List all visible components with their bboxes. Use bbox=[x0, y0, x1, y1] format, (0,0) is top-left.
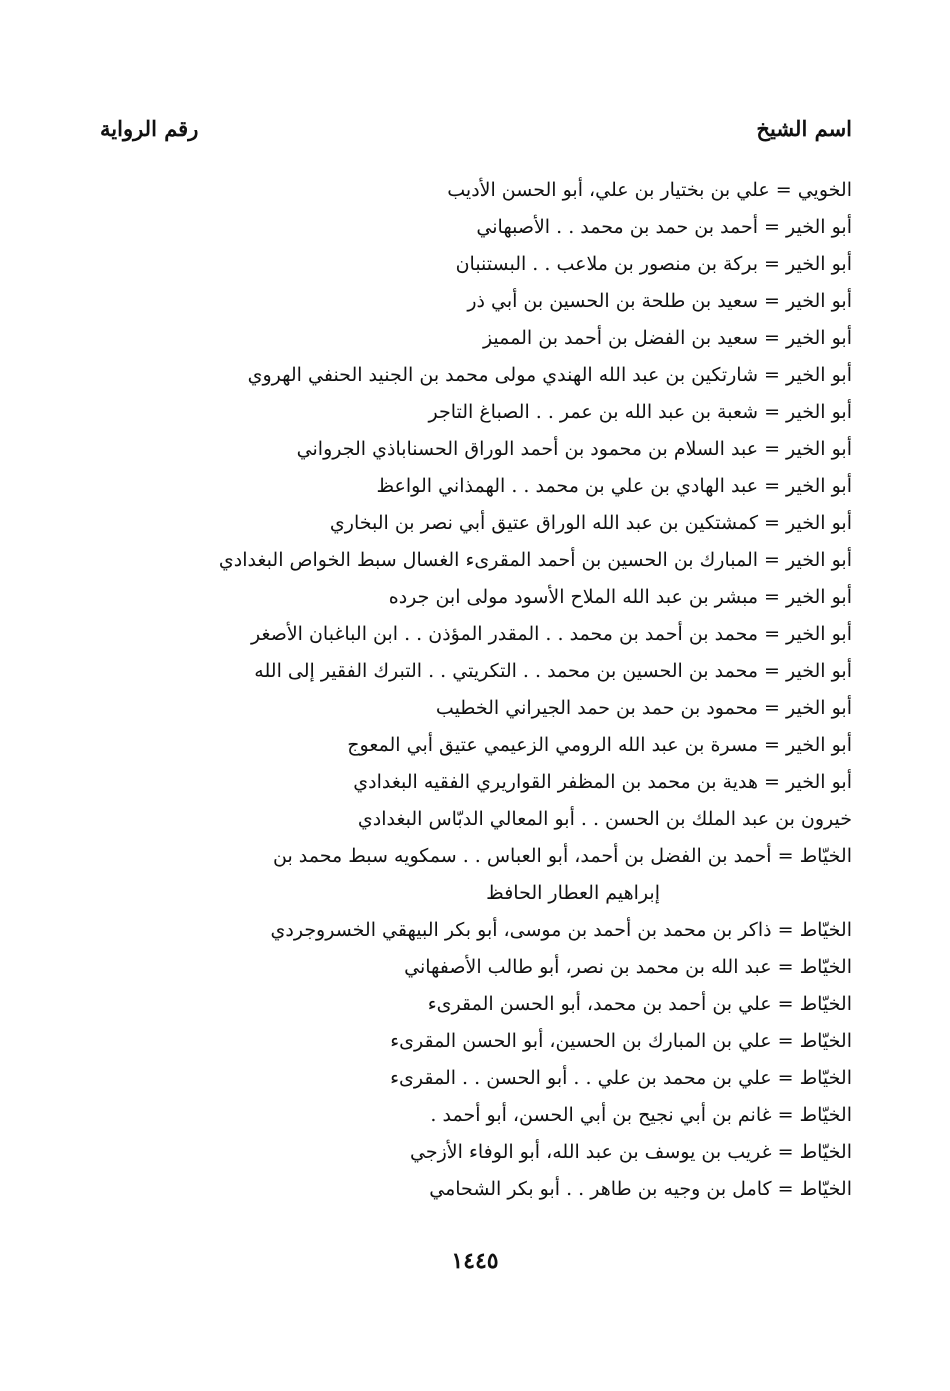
entry-text: أبو الخير = سعيد بن طلحة بن الحسين بن أبي ذر bbox=[467, 290, 852, 312]
entry-text: أبو الخير = عبد الهادي بن علي بن محمد . . الهمذاني الواعظ bbox=[376, 475, 852, 497]
entry-text: الخيّاط = ذاكر بن محمد بن أحمد بن موسى، أبو بكر البيهقي الخسروجردي bbox=[270, 919, 852, 941]
index-entry bbox=[232, 394, 852, 431]
index-entry bbox=[232, 320, 852, 357]
index-entry bbox=[232, 653, 852, 690]
entry-text: الخيّاط = غانم بن أبي نجيح بن أبي الحسن، أبو أحمد . bbox=[430, 1104, 852, 1126]
index-entry bbox=[232, 838, 852, 912]
entry-text: الخيّاط = علي بن أحمد بن محمد، أبو الحسن المقرىء bbox=[427, 993, 852, 1015]
entry-text: أبو الخير = محمود بن حمد بن حمد الجيراني الخطيب bbox=[435, 697, 852, 719]
entry-text: خيرون بن عبد الملك بن الحسن . . أبو المعالي الدبّاس البغدادي bbox=[357, 808, 852, 830]
index-entry bbox=[232, 1134, 852, 1171]
entry-continuation: إبراهيم العطار الحافظ bbox=[486, 882, 660, 904]
index-entry bbox=[232, 616, 852, 653]
index-entry bbox=[232, 801, 852, 838]
index-entry bbox=[232, 764, 852, 801]
entry-text: الخويي = علي بن بختيار بن علي، أبو الحسن الأديب bbox=[447, 179, 852, 201]
entry-text: أبو الخير = سعيد بن الفضل بن أحمد بن المميز bbox=[482, 327, 852, 349]
column-header bbox=[100, 116, 852, 156]
index-entry bbox=[232, 912, 852, 949]
index-entry bbox=[232, 283, 852, 320]
index-entry bbox=[232, 579, 852, 616]
index-entry bbox=[232, 1097, 852, 1134]
index-entry bbox=[232, 1060, 852, 1097]
entry-text: أبو الخير = كمشتكين بن عبد الله الوراق عتيق أبي نصر بن البخاري bbox=[329, 512, 852, 534]
index-entry bbox=[232, 246, 852, 283]
entry-text: أبو الخير = شعبة بن عبد الله بن عمر . . الصباغ التاجر bbox=[428, 401, 852, 423]
sheikh-name-heading: اسم الشيخ bbox=[756, 116, 852, 141]
index-entry bbox=[232, 690, 852, 727]
narration-number-heading: رقم الرواية bbox=[100, 116, 199, 141]
entry-text: أبو الخير = عبد السلام بن محمود بن أحمد الوراق الحسناباذي الجرواني bbox=[296, 438, 852, 460]
index-entry bbox=[232, 1171, 852, 1208]
entry-text: أبو الخير = هدية بن محمد بن المظفر القواريري الفقيه البغدادي bbox=[353, 771, 852, 793]
entry-text: أبو الخير = شارتكين بن عبد الله الهندي مولى محمد بن الجنيد الحنفي الهروي bbox=[247, 364, 852, 386]
page-number: ١٤٤٥ bbox=[451, 1248, 499, 1274]
index-entry bbox=[232, 357, 852, 394]
entry-text: الخيّاط = كامل بن وجيه بن طاهر . . أبو بكر الشحامي bbox=[429, 1178, 852, 1200]
index-entry bbox=[232, 1023, 852, 1060]
entry-text: الخيّاط = عبد الله بن محمد بن نصر، أبو طالب الأصفهاني bbox=[404, 956, 852, 978]
entry-text: أبو الخير = مبشر بن عبد الله الملاح الأسود مولى ابن جرده bbox=[388, 586, 852, 608]
index-entry bbox=[232, 209, 852, 246]
index-entry bbox=[232, 172, 852, 209]
entry-text: أبو الخير = محمد بن الحسين بن محمد . . التكريتي . . التبرك الفقير إلى الله bbox=[254, 660, 852, 682]
entry-text: أبو الخير = بركة بن منصور بن ملاعب . . البستنبان bbox=[455, 253, 852, 275]
index-entry bbox=[232, 431, 852, 468]
entry-text: الخيّاط = علي بن المبارك بن الحسين، أبو الحسن المقرىء bbox=[390, 1030, 852, 1052]
index-entry bbox=[218, 542, 852, 579]
entry-text: أبو الخير = المبارك بن الحسين بن أحمد المقرىء الغسال سبط الخواص البغدادي bbox=[218, 549, 852, 571]
entry-text: الخيّاط = غريب بن يوسف بن عبد الله، أبو الوفاء الأزجي bbox=[410, 1141, 852, 1163]
entry-text: الخيّاط = علي بن محمد بن علي . . أبو الحسن . . المقرىء bbox=[390, 1067, 852, 1089]
index-entry bbox=[232, 468, 852, 505]
entry-text: أبو الخير = محمد بن أحمد بن محمد . . المقدر المؤذن . . ابن الباغبان الأصغر bbox=[251, 623, 852, 645]
index-entry bbox=[232, 505, 852, 542]
entry-text: أبو الخير = أحمد بن حمد بن محمد . . الأصبهاني bbox=[476, 216, 852, 238]
entry-text: أبو الخير = مسرة بن عبد الله الرومي الزعيمي عتيق أبي المعوج bbox=[347, 734, 852, 756]
sheikh-index-list bbox=[218, 172, 852, 1208]
index-entry bbox=[232, 986, 852, 1023]
index-entry bbox=[232, 949, 852, 986]
entry-text: الخيّاط = أحمد بن الفضل بن أحمد، أبو العباس . . سمكويه سبط محمد بن bbox=[273, 845, 852, 867]
index-entry bbox=[232, 727, 852, 764]
